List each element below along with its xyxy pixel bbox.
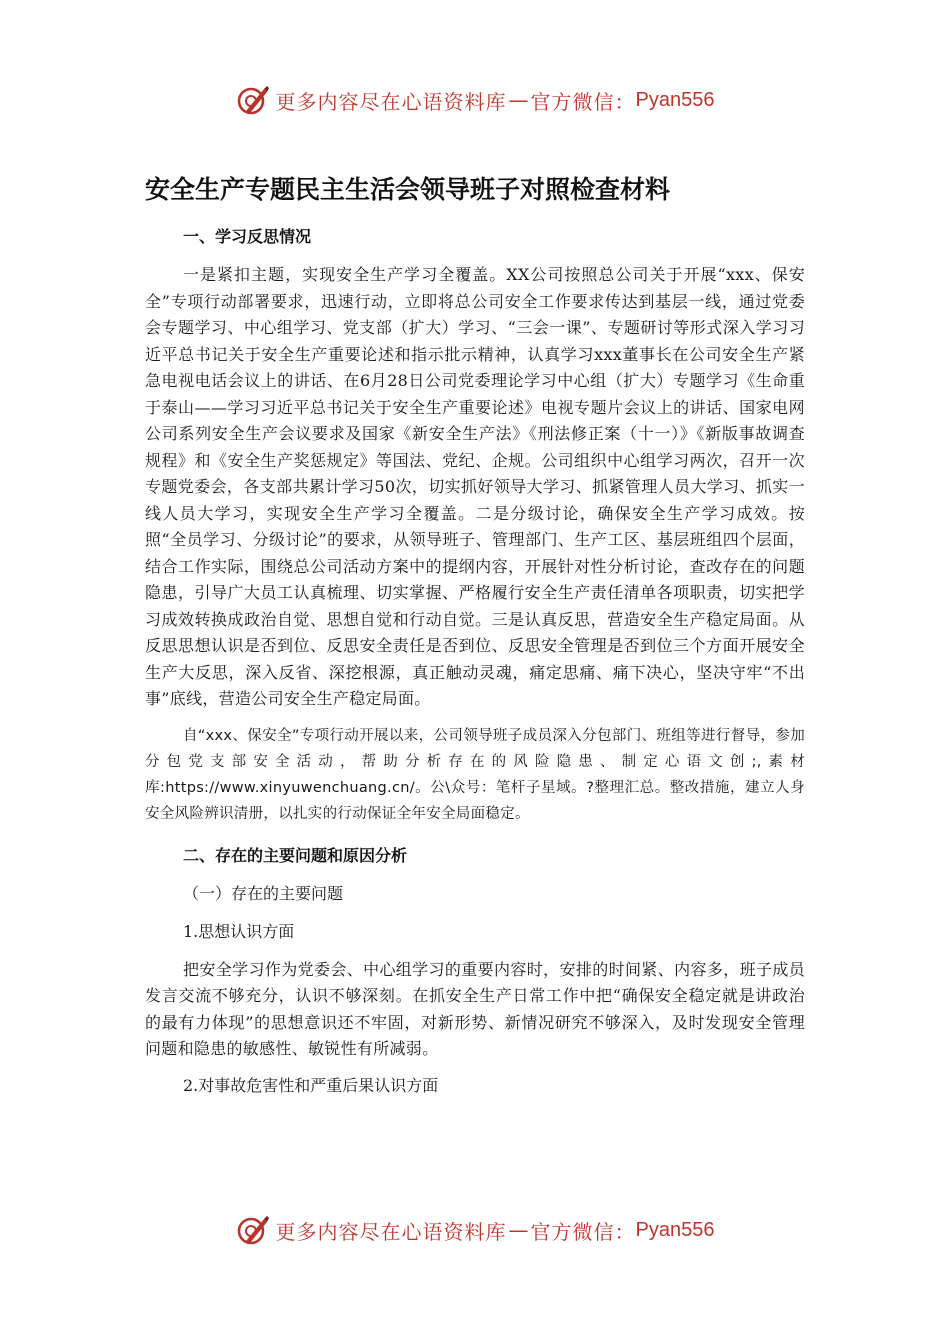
pen-logo-icon — [236, 83, 270, 117]
banner-contact-label: 官方微信： — [530, 89, 636, 114]
banner-text: 更多内容尽在心语资料库 — [275, 1219, 507, 1244]
item1-heading: 1.思想认识方面 — [183, 921, 295, 941]
item2-heading: 2.对事故危害性和严重后果认识方面 — [183, 1075, 439, 1095]
section1-paragraph-2: 自“xxx、保安全”专项行动开展以来，公司领导班子成员深入分包部门、班组等进行督导，参加分包党支部安全活动，帮助分析存在的风险隐患、制定心语文创;,素材库:https://www.xinyuwenchuang.cn/。公\众号：笔杆子星域。?整理汇总。整改措施，建立人身安全风险辨识清册，以扎实的行动保证全年安全局面稳定。 — [145, 727, 805, 822]
document-title: 安全生产专题民主生活会领导班子对照检查材料 — [145, 175, 671, 204]
footer-banner — [0, 1208, 950, 1252]
section1-paragraph: 一是紧扣主题，实现安全生产学习全覆盖。XX公司按照总公司关于开展“xxx、保安全”专项行动部署要求，迅速行动，立即将总公司安全工作要求传达到基层一线，通过党委会专题学习、中心组学习、党支部（扩大）学习、“三会一课”、专题研讨等形式深入学习习近平总书记关于安全生产重要论述和指示批示精神，认真学习xxx董事长在公司安全生产紧急电视电话会议上的讲话、在6月28日公司党委理论学习中心组（扩大）专题学习《生命重于泰山——学习习近平总书记关于安全生产重要论述》电视专题片会议上的讲话、国家电网公司系列安全生产会议要求及国家《新安全生产法》《刑法修正案（十一）》《新版事故调查规程》和《安全生产奖惩规定》等国法、党纪、企规。公司组织中心组学习两次，召开一次专题党委会，各支部共累计学习50次，切实抓好领导大学习、抓紧管理人员大学习、抓实一线人员大学习，实现安全生产学习全覆盖。二是分级讨论，确保安全生产学习成效。按照“全员学习、分级讨论”的要求，从领导班子、管理部门、生产工区、基层班组四个层面，结合工作实际，围绕总公司活动方案中的提纲内容，开展针对性分析讨论，查改存在的问题隐患，引导广大员工认真梳理、切实掌握、严格履行安全生产责任清单各项职责，切实把学习成效转换成政治自觉、思想自觉和行动自觉。三是认真反思，营造安全生产稳定局面。从反思思想认识是否到位、反思安全责任是否到位、反思安全管理是否到位三个方面开展安全生产大反思，深入反省、深挖根源，真正触动灵魂，痛定思痛、痛下决心，坚决守牢“不出事”底线，营造公司安全生产稳定局面。 — [145, 265, 805, 708]
banner-handle: Pyan556 — [635, 1218, 715, 1241]
banner-text: 更多内容尽在心语资料库 — [275, 89, 507, 114]
section2-heading: 二、存在的主要问题和原因分析 — [183, 845, 408, 865]
pen-logo-icon — [236, 1213, 270, 1247]
section1-heading: 一、学习反思情况 — [183, 227, 312, 246]
banner-separator: — — [508, 1218, 529, 1242]
item1-paragraph: 把安全学习作为党委会、中心组学习的重要内容时，安排的时间紧、内容多，班子成员发言交流不够充分，认识不够深刻。在抓安全生产日常工作中把“确保安全稳定就是讲政治的最有力体现”的思想意识还不牢固，对新形势、新情况研究不够深入，及时发现安全管理问题和隐患的敏感性、敏锐性有所减弱。 — [145, 959, 805, 1058]
header-banner — [0, 78, 950, 122]
subsection-heading: （一）存在的主要问题 — [183, 883, 344, 903]
banner-contact-label: 官方微信： — [530, 1219, 636, 1244]
banner-handle: Pyan556 — [635, 88, 715, 111]
banner-separator: — — [508, 88, 529, 112]
document-body — [145, 170, 805, 1111]
